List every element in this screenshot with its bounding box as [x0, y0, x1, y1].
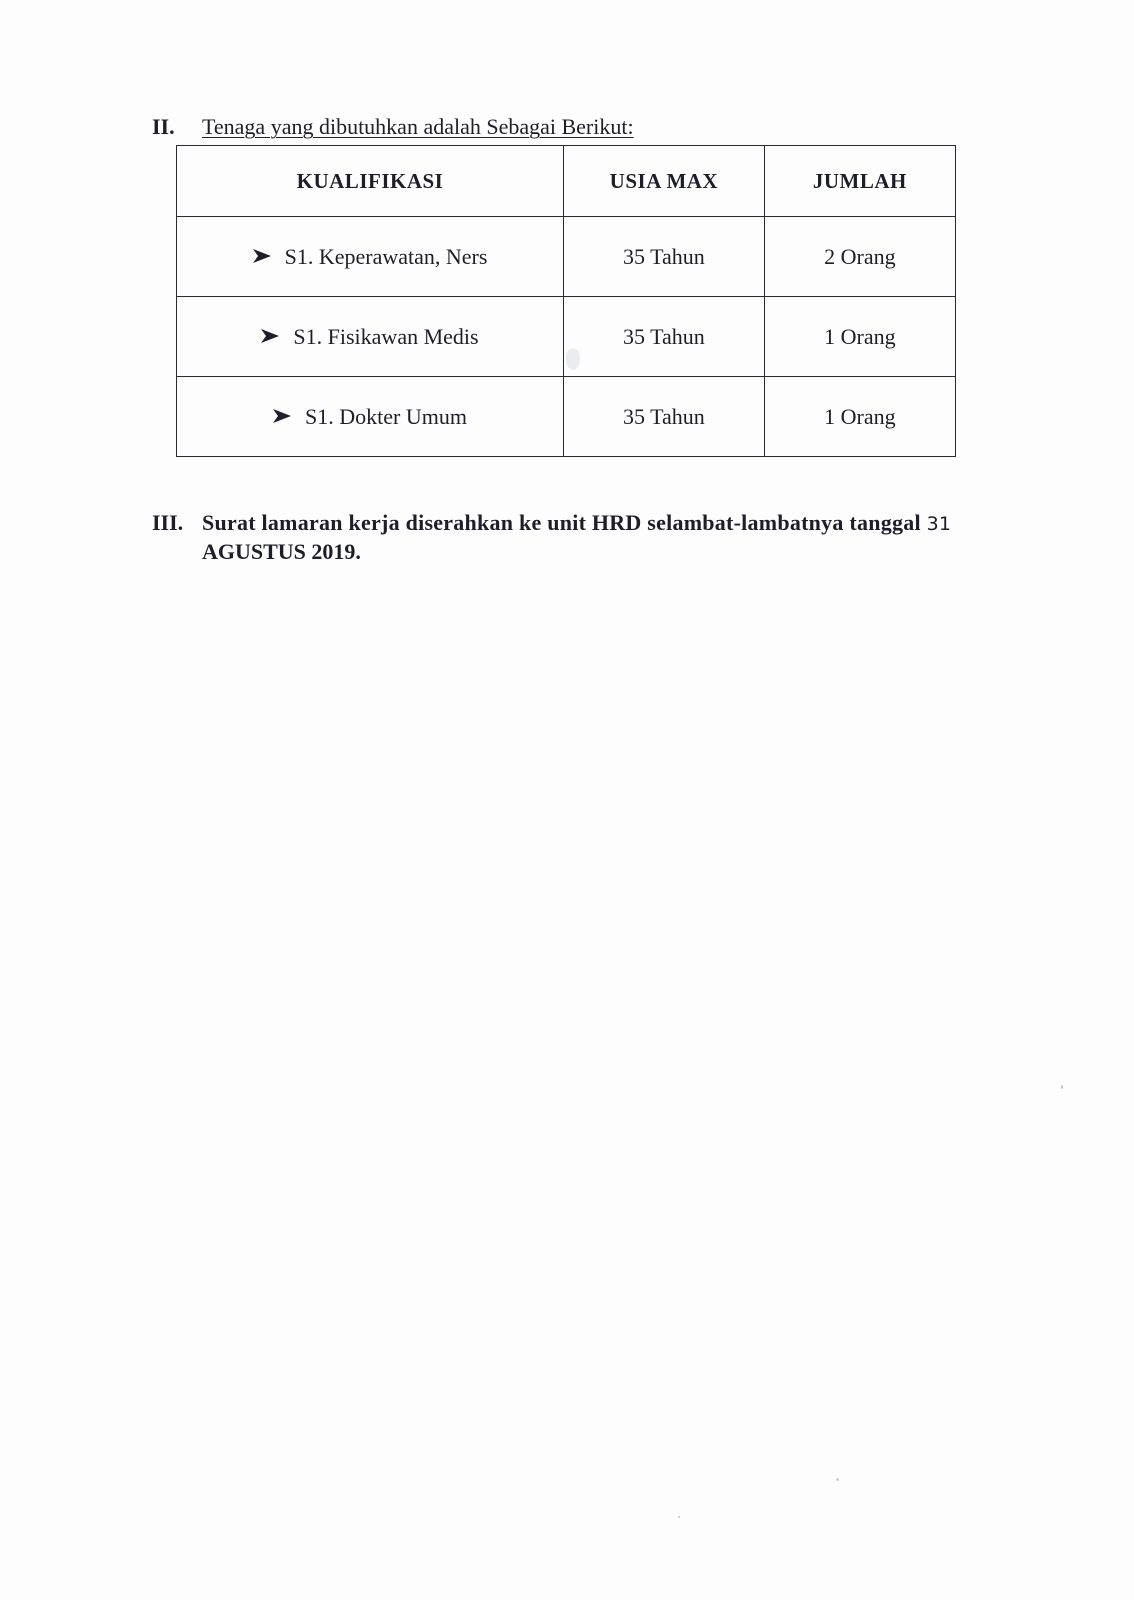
scan-speck — [566, 348, 580, 370]
qualification-text: S1. Fisikawan Medis — [293, 323, 479, 349]
table-row — [177, 217, 956, 297]
qualification-text: S1. Keperawatan, Ners — [284, 243, 488, 269]
scan-speck — [678, 1516, 680, 1518]
scan-speck — [836, 1478, 839, 1481]
arrow-bullet-icon — [273, 408, 291, 424]
section-3-number: III. — [152, 510, 184, 535]
cell-max-age: 35 Tahun — [564, 377, 765, 457]
section-2-number: II. — [152, 114, 175, 139]
section-3-paragraph — [152, 509, 982, 565]
scan-speck — [1061, 1085, 1063, 1089]
cell-max-age: 35 Tahun — [564, 217, 765, 297]
cell-qualification — [177, 297, 564, 377]
table-row — [177, 377, 956, 457]
qualification-text: S1. Dokter Umum — [305, 403, 467, 429]
arrow-bullet-icon — [253, 248, 271, 264]
section-3-line-1 — [202, 509, 982, 538]
cell-count: 2 Orang — [764, 217, 955, 297]
header-max-age: USIA MAX — [564, 146, 765, 217]
cell-qualification — [177, 217, 564, 297]
cell-qualification — [177, 377, 564, 457]
cell-count: 1 Orang — [764, 377, 955, 457]
section-2-text: Tenaga yang dibutuhkan adalah Sebagai Berikut: — [202, 114, 634, 139]
cell-max-age: 35 Tahun — [564, 297, 765, 377]
cell-count: 1 Orang — [764, 297, 955, 377]
table-header-row — [177, 146, 956, 217]
section-3-text: Surat lamaran kerja diserahkan ke unit HRD selambat-lambatnya tanggal — [202, 510, 921, 535]
section-3-date-day: 31 — [926, 513, 952, 535]
arrow-bullet-icon — [261, 328, 279, 344]
header-qualification: KUALIFIKASI — [177, 146, 564, 217]
header-count: JUMLAH — [764, 146, 955, 217]
requirements-table — [176, 145, 956, 457]
section-2-heading — [152, 114, 634, 140]
section-3-line-2: AGUSTUS 2019. — [202, 539, 361, 564]
